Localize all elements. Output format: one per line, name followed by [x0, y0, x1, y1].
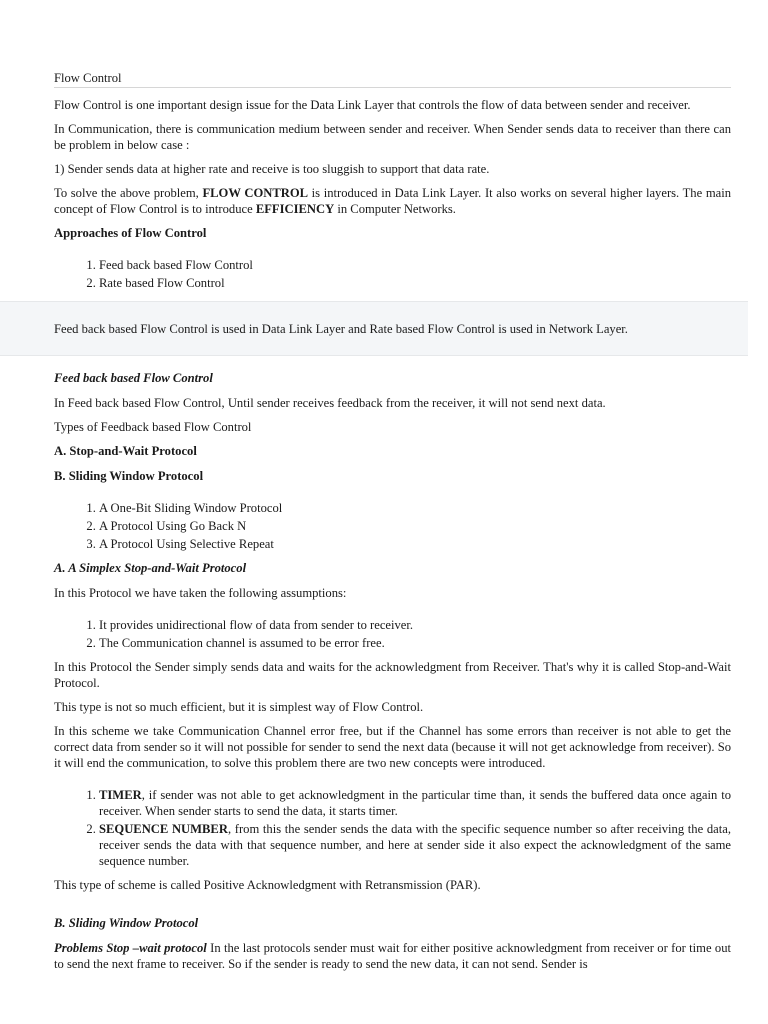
flow-control-emphasis: FLOW CONTROL [202, 186, 309, 200]
sliding-heading: B. Sliding Window Protocol [54, 916, 199, 930]
list-item [99, 787, 731, 819]
type-b-heading: B. Sliding Window Protocol [54, 469, 204, 483]
sliding-window-list [54, 500, 731, 552]
sequence-number-description: , from this the sender sends the data with the specific sequence number so after receiving the data, receiver sends the data with that sequence number, and here at sender side it also expect the acknowledgment of the same sequence number. [99, 822, 731, 868]
par-paragraph: This type of scheme is called Positive Acknowledgment with Retransmission (PAR). [54, 878, 481, 892]
feedback-types-label: Types of Feedback based Flow Control [54, 420, 252, 434]
efficiency-emphasis: EFFICIENCY [255, 202, 335, 216]
timer-term: TIMER [99, 788, 142, 802]
concepts-list [54, 787, 731, 869]
simplex-paragraph-2: This type is not so much efficient, but it is simplest way of Flow Control. [54, 700, 424, 714]
list-item: 2. Rate based Flow Control [99, 275, 731, 291]
list-item: 1. A One-Bit Sliding Window Protocol [99, 500, 731, 516]
solve-text-mid: is introduced in Data Link Layer. It also works on several higher layers. The main concept of Flow Control is to introduce [54, 186, 731, 216]
page-title: Flow Control [54, 70, 731, 88]
list-item: 2. The Communication channel is assumed to be error free. [99, 635, 731, 651]
simplex-heading: A. A Simplex Stop-and-Wait Protocol [54, 561, 247, 575]
assumptions-label: In this Protocol we have taken the following assumptions: [54, 586, 347, 600]
note-box [0, 301, 748, 356]
note-text: Feed back based Flow Control is used in Data Link Layer and Rate based Flow Control is used in Network Layer. [54, 322, 628, 336]
timer-description: , if sender was not able to get acknowledgment in the particular time than, it sends the buffered data once again to receiver. When sender starts to send the data, it starts timer. [99, 788, 731, 818]
solve-text-post: in Computer Networks. [334, 202, 456, 216]
list-item: 1. It provides unidirectional flow of data from sender to receiver. [99, 617, 731, 633]
assumptions-list [54, 617, 731, 651]
list-item: 2. A Protocol Using Go Back N [99, 518, 731, 534]
approaches-list [54, 257, 731, 291]
list-item [99, 821, 731, 869]
intro-paragraph-3: 1) Sender sends data at higher rate and receive is too sluggish to support that data rate. [54, 162, 490, 176]
sequence-number-term: SEQUENCE NUMBER [99, 822, 228, 836]
simplex-paragraph-1: In this Protocol the Sender simply sends data and waits for the acknowledgment from Receiver. That's why it is called Stop-and-Wait Protocol. [54, 660, 731, 690]
feedback-paragraph: In Feed back based Flow Control, Until sender receives feedback from the receiver, it will not send next data. [54, 396, 606, 410]
approaches-heading: Approaches of Flow Control [54, 226, 207, 240]
list-item: 3. A Protocol Using Selective Repeat [99, 536, 731, 552]
solve-paragraph [54, 185, 731, 217]
intro-paragraph-2: In Communication, there is communication medium between sender and receiver. When Sender sends data to receiver than there can be problem in below case : [54, 122, 731, 152]
feedback-heading: Feed back based Flow Control [54, 371, 213, 385]
intro-paragraph-1: Flow Control is one important design issue for the Data Link Layer that controls the flow of data between sender and receiver. [54, 98, 691, 112]
document-page [54, 70, 731, 980]
problems-description: In the last protocols sender must wait for either positive acknowledgment from receiver or for time out to send the next frame to receiver. So if the sender is ready to send the new data, it can not send. Sender is [54, 941, 731, 971]
type-a-heading: A. Stop-and-Wait Protocol [54, 444, 197, 458]
simplex-paragraph-3: In this scheme we take Communication Channel error free, but if the Channel has some errors than receiver is not able to get the correct data from sender so it will not possible for sender to send the next data (because it will not get acknowledge from receiver). So it will end the communication, to solve this problem there are two new concepts were introduced. [54, 724, 731, 770]
solve-text-pre: To solve the above problem, [54, 186, 203, 200]
problems-term: Problems Stop –wait protocol [54, 941, 207, 955]
problems-paragraph [54, 940, 731, 972]
list-item: 1. Feed back based Flow Control [99, 257, 731, 273]
